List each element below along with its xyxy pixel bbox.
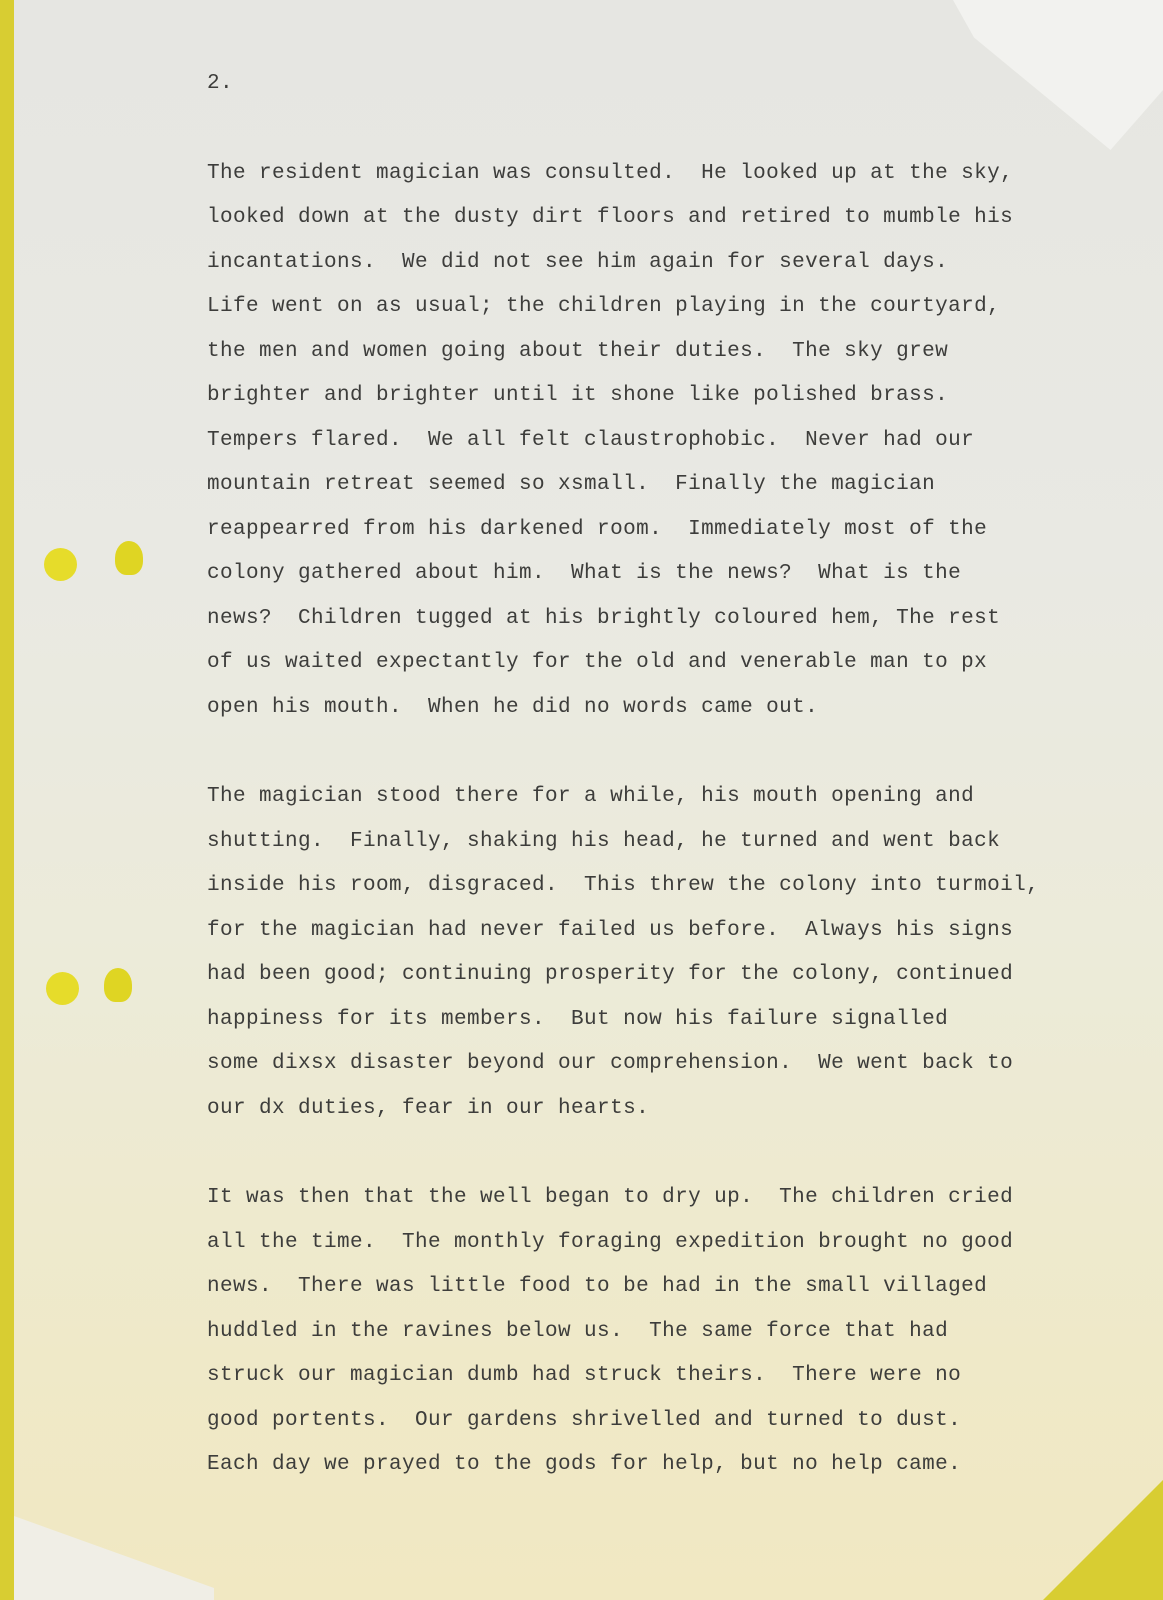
text-line: brighter and brighter until it shone like polished brass. [207,384,949,407]
text-line: It was then that the well began to dry up. The children cried [207,1186,1014,1209]
text-line: reappearred from his darkened room. Immediately most of the [207,517,988,541]
text-line: had been good; continuing prosperity for the colony, continued [207,963,1014,986]
text-line: struck our magician dumb had struck theirs. There were no [207,1364,962,1387]
paragraph-1 [207,152,1087,731]
text-line: news? Children tugged at his brightly coloured hem, The rest [207,606,1001,630]
typewritten-text [207,62,1087,1533]
text-line: some dixsx disaster beyond our comprehension. We went back to [207,1052,1014,1075]
text-line: open his mouth. When he did no words came out. [207,695,819,719]
paragraph-3 [207,1176,1087,1488]
text-line: Tempers flared. We all felt claustrophobic. Never had our [207,428,975,452]
text-line: of us waited expectantly for the old and venerable man to px [207,651,988,674]
text-line: the men and women going about their duties. The sky grew [207,339,949,363]
paragraph-2 [207,775,1087,1131]
text-line: news. There was little food to be had in the small villaged [207,1275,988,1298]
text-line: The magician stood there for a while, his mouth opening and [207,785,975,808]
text-line: looked down at the dusty dirt floors and retired to mumble his [207,206,1014,229]
punch-hole-flap [104,968,132,1002]
text-line: all the time. The monthly foraging expedition brought no good [207,1230,1014,1254]
text-line: Life went on as usual; the children playing in the courtyard, [207,295,1001,318]
page-number: 2. [207,72,234,95]
text-line: for the magician had never failed us before. Always his signs [207,918,1014,942]
text-line: inside his room, disgraced. This threw the colony into turmoil, [207,874,1040,897]
text-line: happiness for its members. But now his failure signalled [207,1007,949,1031]
text-line: incantations. We did not see him again for several days. [207,250,949,274]
text-line: huddled in the ravines below us. The same force that had [207,1319,949,1343]
punch-hole-flap [115,541,143,575]
text-line: shutting. Finally, shaking his head, he turned and went back [207,829,1001,853]
text-line: mountain retreat seemed so xsmall. Finally the magician [207,473,936,496]
text-line: The resident magician was consulted. He looked up at the sky, [207,161,1014,185]
text-line: our dx duties, fear in our hearts. [207,1096,650,1120]
text-line: Each day we prayed to the gods for help, but no help came. [207,1453,962,1476]
punch-hole [44,548,77,581]
punch-hole [46,972,79,1005]
text-line: good portents. Our gardens shrivelled and turned to dust. [207,1408,962,1432]
text-line: colony gathered about him. What is the news? What is the [207,562,962,585]
folded-corner-bottom-left [14,1480,214,1600]
